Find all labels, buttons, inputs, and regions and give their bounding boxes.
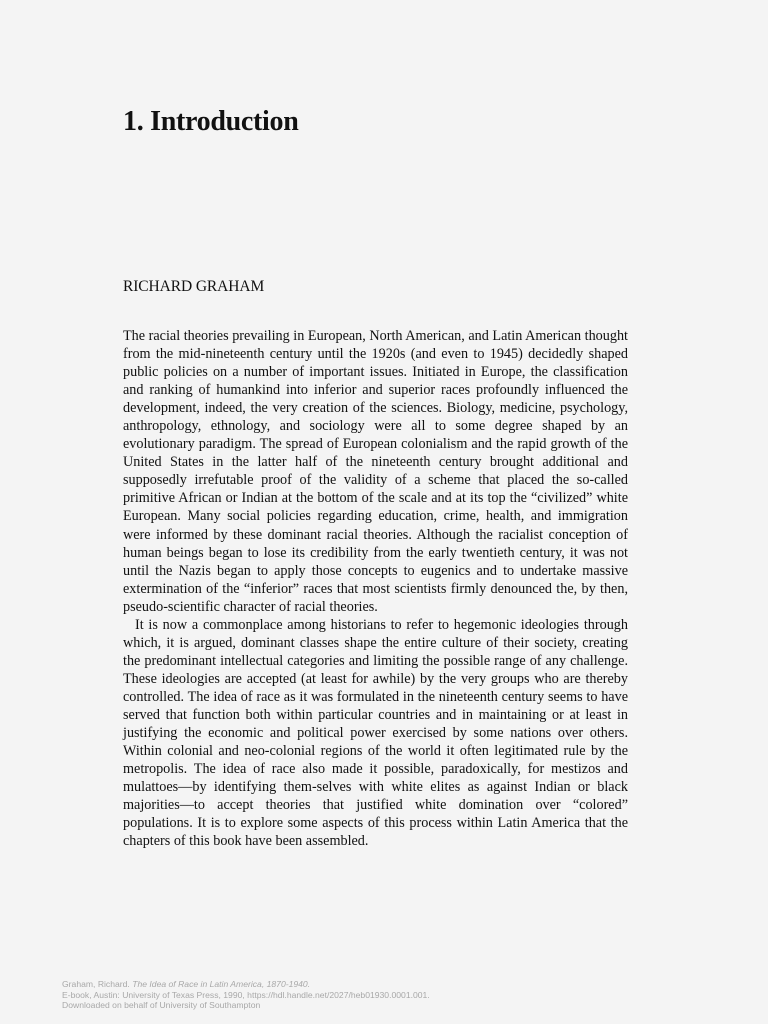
citation-footer [62, 979, 430, 1011]
citation-book-title: The Idea of Race in Latin America, 1870-1940. [132, 979, 311, 989]
author-name: RICHARD GRAHAM [123, 278, 265, 295]
citation-line-3: Downloaded on behalf of University of Southampton [62, 1000, 261, 1011]
paragraph-2: It is now a commonplace among historians to refer to hegemonic ideologies through which, it is argued, dominant classes shape the entire culture of their society, creating the predominant intellectual categories and limiting the possible range of any challenge. These ideologies are accepted (at least for awhile) by the very groups who are thereby controlled. The idea of race as it was formulated in the nineteenth century seems to have served that function both within particular countries and in maintaining or at least in justifying the economic and political power exercised by some nations over others. Within colonial and neo-colonial regions of the world it often legitimated rule by the metropolis. The idea of race also made it possible, paradoxically, for mestizos and mulattoes—by identifying them-selves with white elites as against Indian or black majorities—to accept theories that justified white domination over “colored” populations. It is to explore some aspects of this process within Latin America that the chapters of this book have been assembled. [123, 616, 628, 850]
chapter-title: 1. Introduction [123, 106, 299, 137]
paragraph-1: The racial theories prevailing in European, North American, and Latin American thought from the mid-nineteenth century until the 1920s (and even to 1945) decidedly shaped public policies on a number of important issues. Initiated in Europe, the classification and ranking of humankind into inferior and superior races profoundly influenced the development, indeed, the very creation of the sciences. Biology, medicine, psychology, anthropology, ethnology, and sociology were all to some degree shaped by an evolutionary paradigm. The spread of European colonialism and the rapid growth of the United States in the latter half of the nineteenth century brought additional and supposedly irrefutable proof of the validity of a scheme that placed the so-called primitive African or Indian at the bottom of the scale and at its top the “civilized” white European. Many social policies regarding education, crime, health, and immigration were informed by these dominant racial theories. Although the racialist conception of human beings began to lose its credibility from the early twentieth century, it was not until the Nazis began to apply those concepts to eugenics and to undertake massive extermination of the “inferior” races that most scientists firmly denounced the, by then, pseudo-scientific character of racial theories. [123, 328, 628, 615]
citation-author: Graham, Richard. [62, 979, 133, 989]
body-text [123, 327, 628, 850]
citation-line-2: E-book, Austin: University of Texas Press, 1990, https://hdl.handle.net/2027/heb01930.0001.001. [62, 989, 430, 1000]
citation-line-1 [62, 979, 430, 990]
